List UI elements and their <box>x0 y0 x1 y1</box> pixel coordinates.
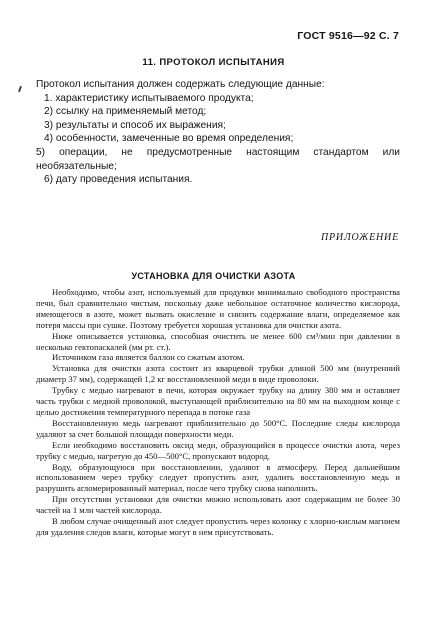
appendix-paragraph: Источником газа является баллон со сжатым азотом. <box>52 352 245 363</box>
page-header: ГОСТ 9516—92 С. 7 <box>297 30 399 42</box>
protocol-item: 5) операции, не предусмотренные настоящим стандартом или необязательные; <box>36 146 400 172</box>
protocol-section-title: 11. ПРОТОКОЛ ИСПЫТАНИЯ <box>142 57 285 68</box>
appendix-paragraph: Воду, образующуюся при восстановлении, удаляют в атмосферу. Перед дальнейшим использованием через трубку следует пропустить азот, удалить восстановленную медь и разрушить агломерированный материал, после чего трубку снова наполнить. <box>36 461 400 494</box>
protocol-item: 2) ссылку на применяемый метод; <box>44 106 207 118</box>
appendix-paragraph: Установка для очистки азота состоит из кварцевой трубки длиной 500 мм (внутренний диаметр 37 мм), содержащей 1,2 кг восстановленной меди в виде проволоки. <box>36 363 400 385</box>
appendix-title: УСТАНОВКА ДЛЯ ОЧИСТКИ АЗОТА <box>131 271 296 281</box>
appendix-paragraph: В любом случае очищенный азот следует пропустить через колонку с хлорно-кислым магнием для удаления следов влаги, которые могут в нем присутствовать. <box>36 516 400 537</box>
scan-mark <box>18 86 22 92</box>
appendix-body <box>36 287 400 538</box>
appendix-paragraph: Трубку с медью нагревают в печи, которая окружает трубку на длину 380 мм и оставляет часть трубки с медной проволокой, выступающей приблизительно на 80 мм на выходном конце с целью достижения температурного перепада в потоке газа <box>36 385 400 417</box>
appendix-paragraph: При отсутствии установки для очистки можно использовать азот содержащим не более 30 частей на 1 млн частей кислорода. <box>36 494 400 516</box>
protocol-item: 3) результаты и способ их выражения; <box>44 119 226 131</box>
protocol-intro: Протокол испытания должен содержать следующие данные: <box>36 79 325 90</box>
appendix-paragraph: Ниже описывается установка, способная очистить не менее 600 см³/мин при давлении в несколько гектопаскалей (мм рт. ст.). <box>36 330 400 352</box>
appendix-label: ПРИЛОЖЕНИЕ <box>321 232 399 243</box>
appendix-paragraph: Восстановленную медь нагревают приблизительно до 500°С. Последние следы кислорода удаляют за счет большой площади поверхности меди. <box>36 417 400 439</box>
appendix-paragraph: Если необходимо восстановить оксид меди, образующийся в процессе очистки азота, через трубку с медью, нагретую до 450—500°С, пропускают водород. <box>36 439 400 461</box>
appendix-paragraph: Необходимо, чтобы азот, используемый для продувки минимально свободного пространства печи, был сравнительно чистым, поскольку даже небольшое остаточное количество кислорода, имеющегося в азоте, может вызвать окисление и снизить содержание влаги, определяемое как потеря массы при сушке. Поэтому требуется хорошая установка для очистки азота. <box>36 287 400 330</box>
protocol-item: 6) дату проведения испытания. <box>44 174 193 186</box>
protocol-list <box>36 92 400 187</box>
protocol-item: 4) особенности, замеченные во время определения; <box>44 133 294 145</box>
protocol-item: 1. характеристику испытываемого продукта; <box>44 92 254 104</box>
protocol-section <box>36 78 400 187</box>
